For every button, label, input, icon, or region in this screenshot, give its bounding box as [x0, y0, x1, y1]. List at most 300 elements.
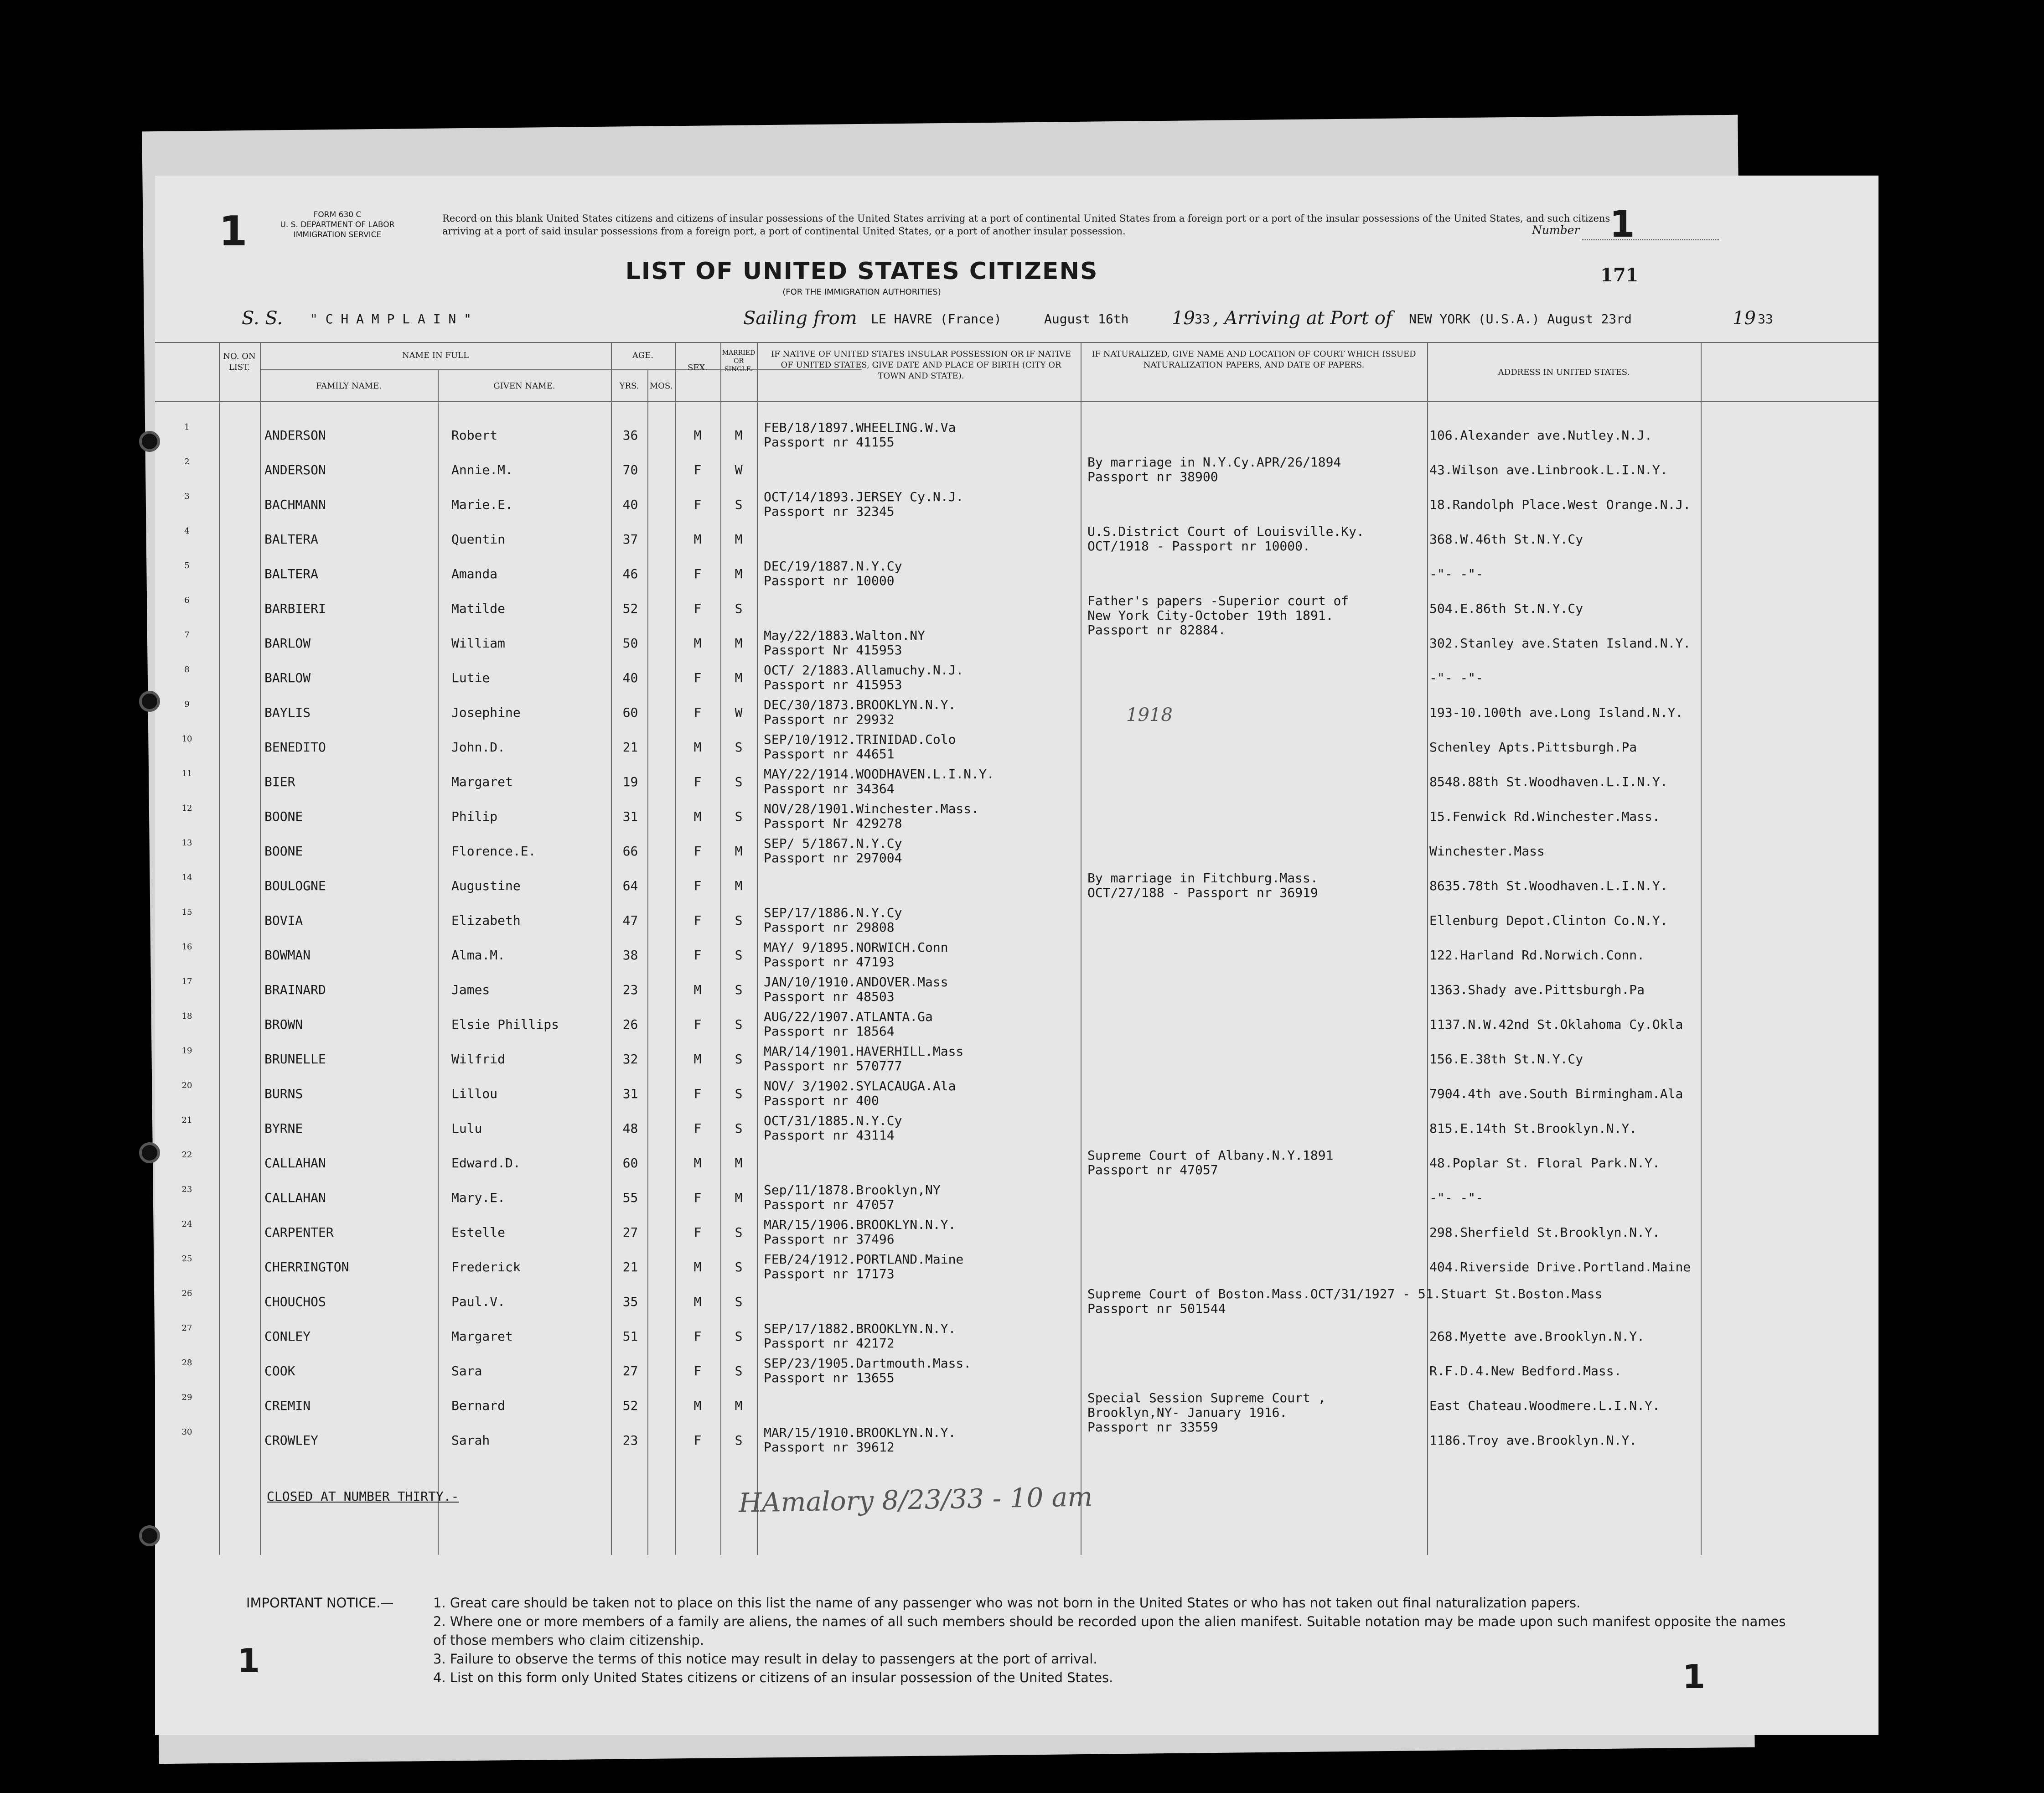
us-address: 8635.78th St.Woodhaven.L.I.N.Y. — [1429, 878, 1668, 893]
age-years: 55 — [622, 1190, 638, 1205]
birth-line: DEC/30/1873.BROOKLYN.N.Y. — [764, 697, 956, 712]
us-address: -"- -"- — [1429, 1190, 1484, 1205]
marital-status: S — [735, 1433, 743, 1448]
given-name: Edward.D. — [451, 1156, 521, 1171]
given-name: Elsie Phillips — [451, 1017, 559, 1032]
table-row — [155, 1043, 1878, 1078]
form-number: FORM 630 C — [313, 210, 362, 219]
age-years: 36 — [622, 428, 638, 443]
header-address: ADDRESS IN UNITED STATES. — [1498, 368, 1630, 377]
table-row — [155, 1321, 1878, 1355]
marital-status: S — [735, 774, 743, 789]
birth-details — [764, 1010, 933, 1039]
arriving-label: , Arriving at Port of — [1213, 308, 1392, 329]
given-name: Lutie — [451, 670, 490, 685]
sex: F — [693, 913, 702, 928]
marital-status: S — [735, 1294, 743, 1309]
age-years: 23 — [622, 982, 638, 997]
birth-line: Passport Nr 415953 — [764, 643, 902, 658]
birth-details — [764, 1183, 941, 1212]
department-name: U. S. DEPARTMENT OF LABOR — [280, 220, 395, 229]
birth-line: Passport nr 41155 — [764, 435, 895, 450]
naturalization-line: U.S.District Court of Louisville.Ky. — [1087, 524, 1364, 539]
given-name: William — [451, 636, 506, 651]
table-row — [155, 870, 1878, 905]
table-row — [155, 420, 1878, 454]
us-address: -"- -"- — [1429, 566, 1484, 581]
sex: F — [693, 774, 702, 789]
naturalization-details — [1087, 1148, 1333, 1177]
age-years: 27 — [622, 1225, 638, 1240]
birth-line: OCT/14/1893.JERSEY Cy.N.J. — [764, 489, 964, 504]
marital-status: S — [735, 1086, 743, 1101]
us-address: 193-10.100th ave.Long Island.N.Y. — [1429, 705, 1683, 720]
passenger-number: 25 — [181, 1254, 192, 1264]
notice-item: 2. Where one or more members of a family are aliens, the names of all such members should be recorded upon the alien manifest. Suitable notation may be made upon such manifest opposite the names of those members who claim citizenship. — [433, 1614, 1786, 1648]
naturalization-line: Father's papers -Superior court of — [1087, 593, 1349, 608]
notice-item: 4. List on this form only United States citizens or citizens of an insular possession of the United States. — [433, 1670, 1113, 1685]
family-name: BARBIERI — [264, 601, 326, 616]
naturalization-line: By marriage in Fitchburg.Mass. — [1087, 871, 1318, 886]
marital-status: W — [735, 705, 743, 720]
us-address: 302.Stanley ave.Staten Island.N.Y. — [1429, 636, 1691, 651]
naturalization-line: By marriage in N.Y.Cy.APR/26/1894 — [1087, 455, 1341, 470]
header-age: AGE. — [632, 351, 654, 360]
us-address: 122.Harland Rd.Norwich.Conn. — [1429, 948, 1645, 963]
passenger-number: 20 — [181, 1081, 192, 1090]
passenger-number: 14 — [181, 873, 192, 882]
us-address: 815.E.14th St.Brooklyn.N.Y. — [1429, 1121, 1637, 1136]
us-address: 8548.88th St.Woodhaven.L.I.N.Y. — [1429, 774, 1668, 789]
sailing-date: August 16th — [1044, 311, 1129, 326]
given-name: Marie.E. — [451, 497, 513, 512]
given-name: Sarah — [451, 1433, 490, 1448]
birth-line: Passport nr 47057 — [764, 1197, 895, 1212]
header-name-in-full: NAME IN FULL — [402, 351, 469, 360]
given-name: Lillou — [451, 1086, 498, 1101]
marital-status: W — [735, 462, 743, 477]
birth-details — [764, 975, 948, 1004]
given-name: Elizabeth — [451, 913, 521, 928]
header-naturalized: IF NATURALIZED, GIVE NAME AND LOCATION OF COURT WHICH ISSUED NATURALIZATION PAPERS, AND DATE OF PAPERS. — [1092, 349, 1416, 370]
birth-line: NOV/ 3/1902.SYLACAUGA.Ala — [764, 1078, 956, 1093]
birth-line: Sep/11/1878.Brooklyn,NY — [764, 1182, 941, 1197]
sheet-number: 171 — [1600, 264, 1639, 286]
us-address: 156.E.38th St.N.Y.Cy — [1429, 1052, 1583, 1067]
given-name: Lulu — [451, 1121, 482, 1136]
birth-details — [764, 1218, 956, 1247]
naturalization-line: OCT/1918 - Passport nr 10000. — [1087, 539, 1310, 554]
birth-line: May/22/1883.Walton.NY — [764, 628, 926, 643]
passenger-number: 1 — [184, 422, 190, 432]
sex: M — [693, 636, 702, 651]
table-row — [155, 523, 1878, 558]
arrival-year: 33 — [1758, 311, 1773, 326]
given-name: Josephine — [451, 705, 521, 720]
sex: F — [693, 566, 702, 581]
passenger-number: 9 — [184, 700, 190, 709]
table-row — [155, 974, 1878, 1009]
birth-line: Passport nr 48503 — [764, 989, 895, 1004]
marital-status: S — [735, 982, 743, 997]
marital-status: S — [735, 1017, 743, 1032]
family-name: ANDERSON — [264, 428, 326, 443]
given-name: Margaret — [451, 774, 513, 789]
family-name: BALTERA — [264, 532, 319, 547]
family-name: CARPENTER — [264, 1225, 334, 1240]
footer-number-left: 1 — [237, 1642, 260, 1680]
given-name: Matilde — [451, 601, 506, 616]
header-married: MARRIED OR SINGLE. — [722, 349, 756, 373]
table-row — [155, 766, 1878, 801]
birth-line: Passport nr 10000 — [764, 573, 895, 588]
passenger-number: 16 — [181, 942, 192, 952]
us-address: Winchester.Mass — [1429, 844, 1545, 859]
passenger-table — [155, 342, 1878, 1555]
family-name: ANDERSON — [264, 462, 326, 477]
table-row — [155, 454, 1878, 489]
number-value: 1 — [1609, 203, 1635, 245]
age-years: 38 — [622, 948, 638, 963]
marital-status: M — [735, 1190, 743, 1205]
birth-line: Passport nr 34364 — [764, 781, 895, 796]
passenger-number: 22 — [181, 1150, 192, 1160]
passenger-number: 4 — [184, 526, 190, 536]
family-name: BARLOW — [264, 670, 311, 685]
age-years: 31 — [622, 809, 638, 824]
age-years: 51 — [622, 1329, 638, 1344]
header-native: IF NATIVE OF UNITED STATES INSULAR POSSESSION OR IF NATIVE OF UNITED STATES, GIVE DATE AND PLACE OF BIRTH (CITY OR TOWN AND STATE). — [771, 349, 1071, 381]
birth-line: Passport nr 42172 — [764, 1336, 895, 1351]
birth-line: Passport nr 29808 — [764, 920, 895, 935]
sex: M — [693, 428, 702, 443]
passenger-number: 26 — [181, 1289, 192, 1298]
given-name: John.D. — [451, 740, 506, 755]
page-subtitle: (FOR THE IMMIGRATION AUTHORITIES) — [782, 287, 941, 297]
age-years: 40 — [622, 497, 638, 512]
table-row — [155, 1182, 1878, 1217]
birth-details — [764, 628, 925, 658]
notice-item: 1. Great care should be taken not to place on this list the name of any passenger who was not born in the United States or who has not taken out final naturalization papers. — [433, 1595, 1581, 1611]
passenger-number: 27 — [181, 1323, 192, 1333]
age-years: 35 — [622, 1294, 638, 1309]
birth-details — [764, 1425, 956, 1455]
marital-status: S — [735, 740, 743, 755]
us-address: East Chateau.Woodmere.L.I.N.Y. — [1429, 1398, 1660, 1413]
birth-details — [764, 1356, 971, 1385]
marital-status: S — [735, 1259, 743, 1275]
table-row — [155, 1355, 1878, 1390]
family-name: BALTERA — [264, 566, 319, 581]
family-name: BAYLIS — [264, 705, 311, 720]
age-years: 60 — [622, 1156, 638, 1171]
table-row — [155, 1078, 1878, 1113]
age-years: 27 — [622, 1363, 638, 1378]
birth-line: SEP/ 5/1867.N.Y.Cy — [764, 836, 902, 851]
table-row — [155, 939, 1878, 974]
birth-details — [764, 420, 956, 450]
closed-note: CLOSED AT NUMBER THIRTY.- — [267, 1489, 459, 1504]
sex: M — [693, 1398, 702, 1413]
sex: F — [693, 1363, 702, 1378]
birth-line: Passport nr 400 — [764, 1093, 879, 1108]
family-name: BOVIA — [264, 913, 303, 928]
sex: F — [693, 844, 702, 859]
table-row — [155, 1217, 1878, 1251]
family-name: BROWN — [264, 1017, 303, 1032]
passenger-number: 6 — [184, 596, 190, 605]
birth-line: MAY/ 9/1895.NORWICH.Conn — [764, 940, 948, 955]
given-name: Robert — [451, 428, 498, 443]
sex: M — [693, 532, 702, 547]
age-years: 70 — [622, 462, 638, 477]
naturalization-line: Passport nr 501544 — [1087, 1301, 1226, 1316]
table-row — [155, 1009, 1878, 1043]
header-no-on-list: NO. ON LIST. — [223, 352, 256, 372]
marital-status: S — [735, 809, 743, 824]
birth-line: OCT/ 2/1883.Allamuchy.N.J. — [764, 663, 964, 678]
given-name: Quentin — [451, 532, 506, 547]
header-given-name: GIVEN NAME. — [493, 381, 555, 391]
marital-status: M — [735, 636, 743, 651]
sex: F — [693, 1225, 702, 1240]
marital-status: M — [735, 566, 743, 581]
birth-line: FEB/24/1912.PORTLAND.Maine — [764, 1252, 964, 1267]
family-name: CROWLEY — [264, 1433, 319, 1448]
us-address: 106.Alexander ave.Nutley.N.J. — [1429, 428, 1652, 443]
age-years: 21 — [622, 1259, 638, 1275]
table-rule — [155, 342, 1878, 343]
sex: F — [693, 1017, 702, 1032]
table-row — [155, 697, 1878, 731]
ship-name: " C H A M P L A I N " — [310, 311, 472, 326]
us-address: 43.Wilson ave.Linbrook.L.I.N.Y. — [1429, 462, 1668, 477]
birth-details — [764, 1321, 956, 1351]
marital-status: S — [735, 1121, 743, 1136]
age-years: 50 — [622, 636, 638, 651]
marital-status: M — [735, 844, 743, 859]
marital-status: M — [735, 1398, 743, 1413]
marital-status: S — [735, 497, 743, 512]
naturalization-line: Passport nr 38900 — [1087, 469, 1218, 484]
header-family-name: FAMILY NAME. — [316, 381, 382, 391]
birth-line: Passport nr 17173 — [764, 1266, 895, 1281]
passenger-number: 5 — [184, 561, 190, 570]
sex: F — [693, 497, 702, 512]
footer-number-right: 1 — [1682, 1658, 1706, 1696]
birth-line: Passport Nr 429278 — [764, 816, 902, 831]
given-name: Bernard — [451, 1398, 506, 1413]
family-name: CHERRINGTON — [264, 1259, 349, 1275]
family-name: BACHMANN — [264, 497, 326, 512]
birth-line: Passport nr 39612 — [764, 1440, 895, 1455]
passenger-number: 12 — [181, 803, 192, 813]
sailing-label: Sailing from — [743, 308, 857, 329]
birth-details — [764, 732, 956, 762]
birth-details — [764, 698, 956, 727]
marital-status: M — [735, 670, 743, 685]
birth-line: Passport nr 570777 — [764, 1058, 902, 1073]
given-name: Amanda — [451, 566, 498, 581]
birth-line: Passport nr 13655 — [764, 1370, 895, 1385]
birth-line: Passport nr 18564 — [764, 1024, 895, 1039]
ss-label: S. S. — [242, 308, 283, 329]
passenger-number: 15 — [181, 907, 192, 917]
birth-line: Passport nr 415953 — [764, 677, 902, 692]
table-row — [155, 1113, 1878, 1147]
table-row — [155, 1286, 1878, 1321]
sex: F — [693, 1329, 702, 1344]
given-name: Estelle — [451, 1225, 506, 1240]
birth-line: SEP/17/1882.BROOKLYN.N.Y. — [764, 1321, 956, 1336]
family-name: CREMIN — [264, 1398, 311, 1413]
marital-status: S — [735, 601, 743, 616]
age-years: 23 — [622, 1433, 638, 1448]
inspector-signature: HAmalory 8/23/33 - 10 am — [738, 1481, 1093, 1518]
birth-line: Passport nr 44651 — [764, 746, 895, 762]
family-name: BOONE — [264, 844, 303, 859]
family-name: BURNS — [264, 1086, 303, 1101]
birth-line: Passport nr 37496 — [764, 1232, 895, 1247]
passenger-number: 13 — [181, 838, 192, 848]
passenger-number: 11 — [181, 769, 192, 778]
naturalization-details — [1087, 455, 1341, 484]
birth-line: OCT/31/1885.N.Y.Cy — [764, 1113, 902, 1128]
given-name: Florence.E. — [451, 844, 536, 859]
marital-status: M — [735, 428, 743, 443]
birth-details — [764, 940, 948, 969]
given-name: James — [451, 982, 490, 997]
family-name: CHOUCHOS — [264, 1294, 326, 1309]
naturalization-details — [1087, 524, 1364, 554]
table-row — [155, 1251, 1878, 1286]
form-big-number: 1 — [219, 207, 248, 255]
sex: F — [693, 1121, 702, 1136]
marital-status: S — [735, 1363, 743, 1378]
age-years: 47 — [622, 913, 638, 928]
age-years: 21 — [622, 740, 638, 755]
service-name: IMMIGRATION SERVICE — [293, 230, 382, 239]
table-row — [155, 905, 1878, 939]
us-address: 48.Poplar St. Floral Park.N.Y. — [1429, 1156, 1660, 1171]
marital-status: S — [735, 1225, 743, 1240]
sex: F — [693, 601, 702, 616]
given-name: Frederick — [451, 1259, 521, 1275]
table-row — [155, 801, 1878, 835]
age-years: 48 — [622, 1121, 638, 1136]
marital-status: M — [735, 532, 743, 547]
passenger-number: 18 — [181, 1011, 192, 1021]
sex: M — [693, 1052, 702, 1067]
sex: F — [693, 878, 702, 893]
us-address: Schenley Apts.Pittsburgh.Pa — [1429, 740, 1637, 755]
family-name: BENEDITO — [264, 740, 326, 755]
sex: F — [693, 1433, 702, 1448]
naturalization-line: Passport nr 82884. — [1087, 622, 1226, 637]
birth-details — [764, 1114, 902, 1143]
passenger-number: 19 — [181, 1046, 192, 1056]
marital-status: S — [735, 1052, 743, 1067]
form-instructions: Record on this blank United States citizens and citizens of insular possessions of the United States arriving at a port of continental United States from a foreign port or a port of the insular possessions of the United States, and such citizens arriving at a port of said insular possessions from a foreign port, a port of continental United States, or a port of another insular possession. — [442, 213, 1610, 237]
naturalization-details — [1087, 1287, 1602, 1316]
us-address: Ellenburg Depot.Clinton Co.N.Y. — [1429, 913, 1668, 928]
birth-line: AUG/22/1907.ATLANTA.Ga — [764, 1009, 933, 1024]
marital-status: M — [735, 878, 743, 893]
given-name: Philip — [451, 809, 498, 824]
from-port: LE HAVRE (France) — [871, 311, 1002, 326]
birth-line: MAR/15/1910.BROOKLYN.N.Y. — [764, 1425, 956, 1440]
passenger-number: 17 — [181, 977, 192, 986]
family-name: CALLAHAN — [264, 1190, 326, 1205]
us-address: R.F.D.4.New Bedford.Mass. — [1429, 1363, 1622, 1378]
age-years: 52 — [622, 601, 638, 616]
naturalization-line: Passport nr 33559 — [1087, 1420, 1218, 1435]
us-address: 1186.Troy ave.Brooklyn.N.Y. — [1429, 1433, 1637, 1448]
birth-details — [764, 802, 979, 831]
given-name: Annie.M. — [451, 462, 513, 477]
naturalization-line: OCT/27/188 - Passport nr 36919 — [1087, 885, 1318, 900]
birth-line: MAR/14/1901.HAVERHILL.Mass — [764, 1044, 964, 1059]
given-name: Alma.M. — [451, 948, 506, 963]
us-address: 268.Myette ave.Brooklyn.N.Y. — [1429, 1329, 1645, 1344]
birth-line: Passport nr 32345 — [764, 504, 895, 519]
passenger-number: 23 — [181, 1185, 192, 1194]
sex: M — [693, 1156, 702, 1171]
birth-line: Passport nr 43114 — [764, 1128, 895, 1143]
marital-status: S — [735, 948, 743, 963]
age-years: 32 — [622, 1052, 638, 1067]
age-years: 64 — [622, 878, 638, 893]
us-address: -"- -"- — [1429, 670, 1484, 685]
table-row — [155, 558, 1878, 593]
marital-status: S — [735, 913, 743, 928]
table-row — [155, 489, 1878, 523]
given-name: Augustine — [451, 878, 521, 893]
given-name: Mary.E. — [451, 1190, 506, 1205]
marital-status: M — [735, 1156, 743, 1171]
number-label: Number — [1532, 223, 1580, 237]
family-name: BOULOGNE — [264, 878, 326, 893]
notice-items — [433, 1594, 1801, 1687]
form-header-block — [223, 210, 451, 240]
year-prefix-2: 19 — [1733, 308, 1756, 329]
family-name: BIER — [264, 774, 295, 789]
us-address: 404.Riverside Drive.Portland.Maine — [1429, 1259, 1691, 1275]
passenger-number: 28 — [181, 1358, 192, 1368]
sex: F — [693, 705, 702, 720]
birth-details — [764, 559, 902, 588]
notice-label: IMPORTANT NOTICE.— — [246, 1595, 394, 1611]
birth-line: Passport nr 29932 — [764, 712, 895, 727]
birth-line: JAN/10/1910.ANDOVER.Mass — [764, 974, 948, 990]
sex: M — [693, 982, 702, 997]
family-name: BYRNE — [264, 1121, 303, 1136]
naturalization-line: Supreme Court of Boston.Mass.OCT/31/1927 - 51.Stuart St.Boston.Mass — [1087, 1286, 1603, 1301]
naturalization-line: Brooklyn,NY- January 1916. — [1087, 1405, 1288, 1420]
age-years: 26 — [622, 1017, 638, 1032]
manifest-page — [155, 176, 1878, 1735]
notice-item: 3. Failure to observe the terms of this notice may result in delay to passengers at the port of arrival. — [433, 1651, 1097, 1667]
birth-details — [764, 906, 902, 935]
birth-line: NOV/28/1901.Winchester.Mass. — [764, 801, 979, 816]
table-row — [155, 835, 1878, 870]
passenger-number: 21 — [181, 1115, 192, 1125]
birth-line: FEB/18/1897.WHEELING.W.Va — [764, 420, 956, 435]
naturalization-line: Special Session Supreme Court , — [1087, 1390, 1326, 1405]
age-years: 40 — [622, 670, 638, 685]
sex: M — [693, 1294, 702, 1309]
passenger-number: 3 — [184, 492, 190, 501]
